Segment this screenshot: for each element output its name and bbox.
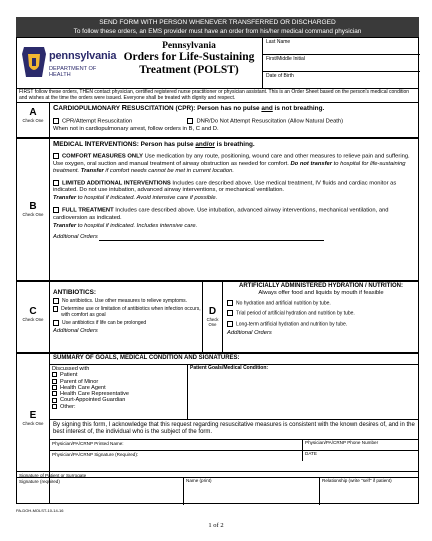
dnr-checkbox[interactable]	[187, 118, 193, 124]
logo-name: pennsylvania	[49, 50, 117, 62]
section-d-heading: ARTIFICIALLY ADMINISTERED HYDRATION / NUTRITION:	[239, 283, 403, 289]
form-title-line-2: Orders for Life-Sustaining	[123, 51, 255, 63]
guardian-checkbox[interactable]	[52, 398, 57, 403]
form-number: PA-DOH-MOLST-10-14-16	[16, 508, 64, 513]
section-e-letter: E	[29, 410, 37, 421]
check-one-label: Check One	[22, 118, 44, 123]
first-name-field[interactable]: First/Middle Initial	[263, 55, 420, 72]
section-b-heading: MEDICAL INTERVENTIONS: Person has pulse and/or is breathing.	[53, 139, 255, 148]
goals-label: Patient Goals/Medical Condition:	[190, 365, 269, 371]
representative-checkbox[interactable]	[52, 391, 57, 396]
transfer-banner	[16, 17, 419, 37]
patient-identity-box	[262, 38, 419, 88]
first-instructions: FIRST follow these orders, THEN contact physician, certified registered nurse practitioner or physician assistant. This is an Order Sheet based on the person's medical condition and wishes at the time the orders were issued. Everyone shall be treated with dignity and respect.	[16, 89, 419, 102]
agent-checkbox[interactable]	[52, 385, 57, 390]
check-one-label: Check One	[22, 317, 44, 322]
parent-checkbox[interactable]	[52, 379, 57, 384]
full-option: FULL TREATMENT Includes care described above. Use intubation, advanced airway interventions, mechanical ventilation, and cardioversion as indicated.	[53, 207, 389, 221]
comfort-checkbox[interactable]	[53, 153, 59, 159]
section-b-letter: B	[29, 201, 37, 212]
section-a-marker	[17, 103, 50, 137]
page-number: 1 of 2	[208, 522, 224, 529]
section-e	[16, 353, 419, 504]
goals-divider	[187, 364, 188, 419]
discussed-with-label: Discussed with	[52, 366, 90, 372]
physician-phone-label[interactable]: Physician/PA/CRNP Phone Number	[305, 440, 379, 445]
section-d-additional: Additional Orders	[227, 329, 272, 336]
other-checkbox[interactable]	[52, 404, 57, 409]
no-hydration-option: No hydration and artificial nutrition by tube.	[227, 300, 415, 307]
no-antibiotics-option: No antibiotics. Use other measures to relieve symptoms.	[53, 298, 206, 304]
form-title-state: Pennsylvania	[162, 41, 216, 51]
section-a-heading: CARDIOPULMONARY RESUSCITATION (CPR): Person has no pulse and is not breathing.	[53, 103, 325, 112]
cpr-options	[53, 118, 415, 126]
no-antibiotics-checkbox[interactable]	[53, 298, 59, 304]
name-print-label[interactable]: Name (print)	[186, 478, 212, 483]
section-d-subheading: Always offer food and liquids by mouth if feasible	[258, 290, 384, 296]
long-term-hydration-checkbox[interactable]	[227, 321, 233, 327]
limited-checkbox[interactable]	[53, 180, 59, 186]
section-b	[16, 138, 419, 281]
signature-divider-2	[319, 477, 320, 505]
cpr-checkbox[interactable]	[53, 118, 59, 124]
section-c-additional: Additional Orders	[53, 328, 98, 334]
banner-line-2: To follow these orders, an EMS provider must have an order from his/her medical command physician	[73, 28, 362, 35]
section-c-marker	[17, 282, 50, 352]
discussed-agent: Health Care Agent	[52, 385, 182, 391]
section-c-d	[16, 281, 419, 353]
section-a-content	[53, 104, 415, 133]
comfort-option: COMFORT MEASURES ONLY Use medication by any route, positioning, wound care and other measures to relieve pain and suffering. Use oxygen, oral suction and manual treatment of airway obstruction as needed for comfort. Do not transfer to hospital for life-sustaining treatment. Transfer if comfort needs cannot be met in current location.	[53, 153, 410, 174]
discussed-guardian: Court-Appointed Guardian	[52, 397, 182, 403]
patient-signature-heading: Signature of Patient or Surrogate	[19, 473, 87, 478]
section-e-content	[53, 355, 415, 362]
date-label[interactable]: DATE	[305, 451, 317, 456]
discussed-patient: Patient	[52, 372, 182, 378]
discussed-other: Other:	[52, 404, 182, 410]
cpr-label: CPR/Attempt Resuscitation	[62, 118, 133, 125]
check-one-label: Check One	[22, 421, 44, 426]
trial-hydration-checkbox[interactable]	[227, 310, 233, 316]
discussed-with-block	[52, 366, 182, 410]
form-title	[122, 41, 256, 77]
limited-transfer-note: Transfer to hospital if indicated. Avoid intensive care if possible.	[53, 195, 218, 202]
limited-option: LIMITED ADDITIONAL INTERVENTIONS Includes care described above. Use medical treatment, IV fluids and cardiac monitor as indicated. Do not use intubation, advanced airway interventions, or mechanical ventilation.	[53, 180, 397, 194]
section-d-marker	[203, 282, 223, 352]
department-logo	[21, 44, 117, 84]
check-one-label: Check One	[22, 212, 44, 217]
patient-checkbox[interactable]	[52, 372, 57, 377]
section-c-heading: ANTIBIOTICS:	[53, 289, 96, 296]
use-antibiotics-option: Use antibiotics if life can be prolonged	[53, 320, 206, 326]
no-hydration-checkbox[interactable]	[227, 300, 233, 306]
trial-hydration-option: Trial period of artificial hydration and nutrition by tube.	[227, 310, 415, 317]
last-name-field[interactable]: Last Name	[263, 38, 420, 55]
discussed-representative: Health Care Representative	[52, 391, 182, 397]
section-d-letter: D	[208, 306, 217, 317]
logo-department: DEPARTMENT OF HEALTH	[49, 66, 97, 78]
section-a-note: When not in cardiopulmonary arrest, follow orders in B, C and D.	[53, 125, 219, 132]
section-b-additional-field[interactable]	[99, 235, 324, 241]
limited-antibiotics-option: Determine use or limitation of antibiotics when infection occurs, with comfort as goal	[53, 306, 206, 318]
section-a-letter: A	[29, 107, 37, 118]
long-term-hydration-option: Long-term artificial hydration and nutrition by tube.	[227, 321, 415, 328]
keystone-logo-icon	[21, 46, 47, 78]
physician-signature-row	[50, 450, 418, 461]
section-b-marker	[17, 139, 50, 280]
goals-row	[50, 364, 418, 419]
physician-name-label: Physician/PA/CRNP Printed Name:	[52, 441, 124, 446]
section-d-content	[227, 283, 415, 337]
relationship-label[interactable]: Relationship (write "self" if patient)	[322, 478, 392, 483]
section-c-content	[53, 283, 206, 335]
full-treatment-checkbox[interactable]	[53, 207, 59, 213]
banner-line-1: SEND FORM WITH PERSON WHENEVER TRANSFERRED OR DISCHARGED	[99, 19, 336, 26]
section-e-heading: SUMMARY OF GOALS, MEDICAL CONDITION AND SIGNATURES:	[53, 355, 240, 361]
section-a	[16, 102, 419, 138]
date-of-birth-field[interactable]: Date of Birth	[266, 73, 294, 79]
form-title-line-3: Treatment (POLST)	[139, 64, 239, 76]
signature-required-label[interactable]: Signature (required)	[19, 479, 60, 484]
limited-antibiotics-checkbox[interactable]	[53, 306, 58, 312]
physician-signature-label: Physician/PA/CRNP Signature (Required):	[52, 452, 139, 457]
full-transfer-note: Transfer to hospital if indicated. Includes intensive care.	[53, 222, 198, 229]
signature-divider-1	[183, 477, 184, 505]
form-header	[16, 37, 419, 89]
dnr-label: DNR/Do Not Attempt Resuscitation (Allow Natural Death)	[196, 118, 344, 125]
section-b-additional: Additional Orders	[53, 234, 415, 241]
discussed-parent: Parent of Minor	[52, 379, 182, 385]
consent-statement: By signing this form, I acknowledge that this request regarding resuscitative measures is consistent with the known desires of, and in the best interest of, the individual who is the subject of the form.	[50, 419, 418, 439]
use-antibiotics-checkbox[interactable]	[53, 320, 59, 326]
section-b-content	[53, 140, 415, 241]
check-one-label: Check One	[206, 317, 219, 327]
section-c-letter: C	[29, 306, 37, 317]
